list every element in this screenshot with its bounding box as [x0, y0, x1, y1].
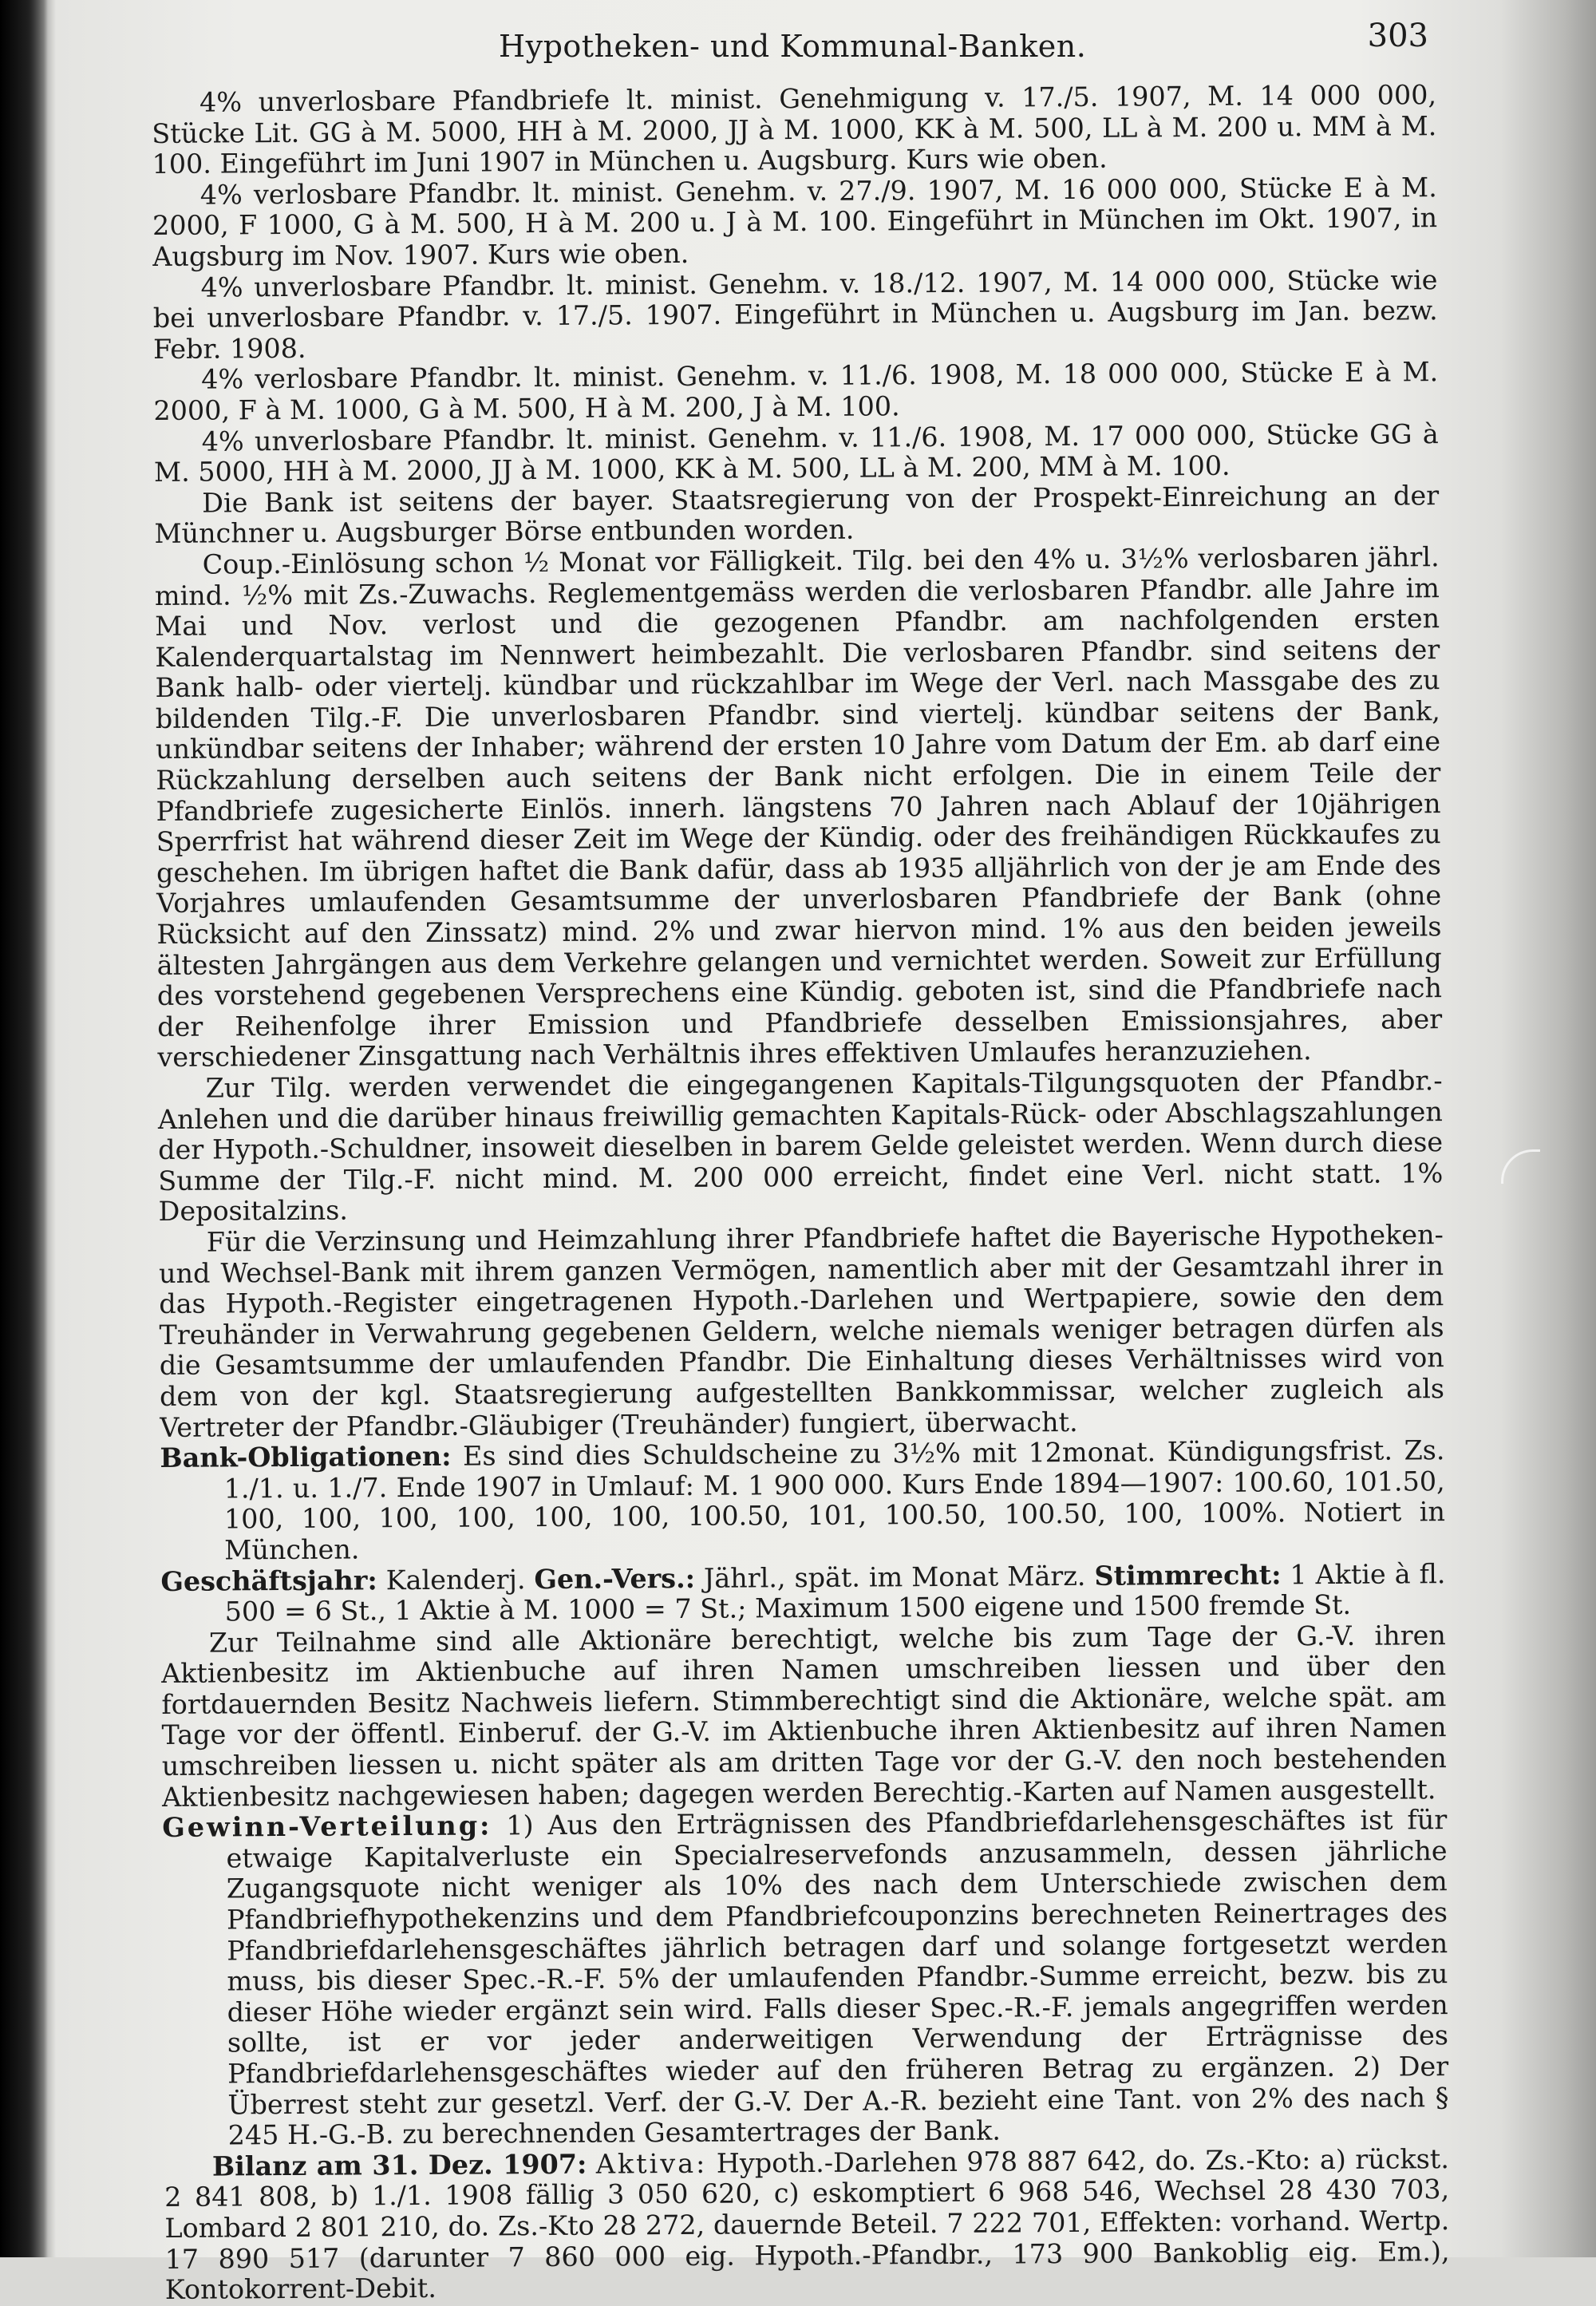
section-heading-bank-obligationen: Bank-Obligationen:	[160, 1440, 452, 1474]
section-gewinn-verteilung	[162, 1805, 1449, 2151]
paragraph-teilnahme: Zur Teilnahme sind alle Aktionäre berechtigt, welche bis zum Tage der G.-V. ihren Aktienbesitz im Aktienbuche auf ihren Namen umschreiben liessen und über den fortdauernden Besitz Nachweis liefern. Stimmberechtigt sind die Aktionäre, welche spät. am Tage vor der öffentl. Einberuf. der G.-V. im Aktienbuche ihren Aktienbesitz auf ihren Namen umschreiben liessen u. nicht später als am dritten Tage vor der G.-V. den noch bestehenden Aktienbesitz nachgewiesen haben; dagegen werden Berechtig.-Karten auf Namen ausgestellt.	[161, 1619, 1447, 1813]
running-head: Hypotheken- und Kommunal-Banken.	[499, 29, 1087, 64]
section-bank-obligationen	[160, 1435, 1445, 1566]
section-text-bilanz: Hypoth.-Darlehen 978 887 642, do. Zs.-Kto: a) rückst. 2 841 808, b) 1./1. 1908 fällig 3 050 620, c) eskomptiert 6 968 546, Wechsel 28 430 703, Lombard 2 801 210, do. Zs.-Kto 28 272, dauernde Beteil. 7 222 701, Effekten: vorhand. Wertp. 17 890 517 (darunter 7 860 000 eig. Hypoth.-Pfandbr., 173 900 Bankoblig eig. Em.), Kontokorrent-Debit.	[164, 2142, 1450, 2306]
paper-fold-mark	[1501, 1149, 1540, 1184]
section-text-gen-vers: Jährl., spät. im Monat März.	[694, 1560, 1095, 1594]
section-heading-gewinn-verteilung: Gewinn-Verteilung:	[162, 1810, 492, 1844]
page-body	[152, 80, 1450, 2306]
section-text-gewinn-verteilung: 1) Aus den Erträgnissen des Pfandbriefdarlehensgeschäftes ist für etwaige Kapitalverluste ein Specialreservefonds anzusammeln, dessen jährliche Zugangsquote nicht weniger als 10% des nach dem Unterschiede zwischen dem Pfandbriefhypothekenzins und dem Pfandbriefcouponzins berechneten Reinertrages des Pfandbriefdarlehensgeschäftes jährlich betragen darf und solange fortgesetzt werden muss, bis dieser Spec.-R.-F. 5% der umlaufenden Pfandbr.-Summe erreicht, bezw. bis zu dieser Höhe wieder ergänzt sein wird. Falls dieser Spec.-R.-F. jemals angegriffen werden sollte, ist er vor jeder anderweitigen Verwendung der Erträgnisse des Pfandbriefdarlehensgeschäftes wieder auf den früheren Betrag zu ergänzen. 2) Der Überrest steht zur gesetzl. Verf. der G.-V. Der A.-R. bezieht eine Tant. von 2% des nach § 245 H.-G.-B. zu berechnenden Gesamtertrages der Bank.	[226, 1804, 1449, 2151]
section-heading-stimmrecht: Stimmrecht:	[1094, 1558, 1282, 1592]
paragraph-pfandbriefe-5: 4% unverlosbare Pfandbr. lt. minist. Genehm. v. 11./6. 1908, M. 17 000 000, Stücke GG à M. 5000, HH à M. 2000, JJ à M. 1000, KK à M. 500, LL à M. 200, MM à M. 100.	[153, 417, 1439, 488]
page-header	[184, 18, 1428, 65]
section-text-geschaeftsjahr: Kalenderj.	[377, 1563, 535, 1596]
section-text-bank-obligationen: Es sind dies Schuldscheine zu 3½% mit 12monat. Kündigungsfrist. Zs. 1./1. u. 1./7. Ende 1907 in Umlauf: M. 1 900 000. Kurs Ende 1894—1907: 100.60, 101.50, 100, 100, 100, 100, 100, 100, 100.50, 101, 100.50, 100.50, 100, 100%. Notiert in München.	[223, 1434, 1446, 1566]
section-heading-bilanz: Bilanz am 31. Dez. 1907:	[211, 2148, 587, 2182]
paragraph-pfandbriefe-1: 4% unverlosbare Pfandbriefe lt. minist. Genehmigung v. 17./5. 1907, M. 14 000 000, Stücke Lit. GG à M. 5000, HH à M. 2000, JJ à M. 1000, KK à M. 500, LL à M. 200 u. MM à M. 100. Eingeführt im Juni 1907 in München u. Augsburg. Kurs wie oben.	[152, 79, 1437, 180]
paragraph-pfandbriefe-4: 4% verlosbare Pfandbr. lt. minist. Genehm. v. 11./6. 1908, M. 18 000 000, Stücke E à M. 2000, F à M. 1000, G à M. 500, H à M. 200, J à M. 100.	[153, 356, 1439, 426]
paragraph-haftung: Für die Verzinsung und Heimzahlung ihrer Pfandbriefe haftet die Bayerische Hypotheken- und Wechsel-Bank mit ihrem ganzen Vermögen, namentlich aber mit der Gesamtzahl ihrer in das Hypoth.-Register eingetragenen Hypoth.-Darlehen und Wertpapiere, sowie den dem Treuhänder in Verwahrung gegebenen Geldern, welche niemals weniger betragen dürfen als die Gesamtsumme der umlaufenden Pfandbr. Die Einhaltung dieses Verhältnisses wird von dem von der kgl. Staatsregierung aufgestellten Bankkommissar, welcher zugleich als Vertreter der Pfandbr.-Gläubiger (Treuhänder) fungiert, überwacht.	[158, 1219, 1445, 1443]
section-heading-gen-vers: Gen.-Vers.:	[534, 1562, 696, 1595]
page-number: 303	[1367, 18, 1428, 54]
paragraph-tilgung: Zur Tilg. werden verwendet die eingegangenen Kapitals-Tilgungsquoten der Pfandbr.-Anlehen und die darüber hinaus freiwillig gemachten Kapitals-Rück- oder Abschlagszahlungen der Hypoth.-Schuldner, insoweit dieselben in barem Gelde geleistet werden. Wenn durch diese Summe der Tilg.-F. nicht mind. M. 200 000 erreicht, findet eine Verl. nicht statt. 1% Depositalzins.	[157, 1065, 1444, 1228]
section-text-stimmrecht: 1 Aktie à fl. 500 = 6 St., 1 Aktie à M. 1000 = 7 St.; Maximum 1500 eigene und 1500 fremde St.	[224, 1557, 1446, 1628]
paragraph-coupon-einloesung: Coup.-Einlösung schon ½ Monat vor Fälligkeit. Tilg. bei den 4% u. 3½% verlosbaren jährl. mind. ½% mit Zs.-Zuwachs. Reglementgemäss werden die verlosbaren Pfandbr. alle Jahre im Mai und Nov. verlost und die gezogenen Pfandbr. am nachfolgenden ersten Kalenderquartalstag im Nennwert heimbezahlt. Die verlosbaren Pfandbr. sind seitens der Bank halb- oder viertelj. kündbar und rückzahlbar im Wege der Verl. nach Massgabe des zu bildenden Tilg.-F. Die unverlosbaren Pfandbr. sind viertelj. kündbar seitens der Bank, unkündbar seitens der Inhaber; während der ersten 10 Jahre vom Datum der Em. ab darf eine Rückzahlung derselben auch seitens der Bank nicht erfolgen. Die in einem Teile der Pfandbriefe zugesicherte Einlös. innerh. längstens 70 Jahren nach Ablauf der 10jährigen Sperrfrist hat während dieser Zeit im Wege der Kündig. oder des freihändigen Rückkaufes zu geschehen. Im übrigen haftet die Bank dafür, dass ab 1935 alljährlich von der je am Ende des Vorjahres umlaufenden Gesamtsumme der unverlosbaren Pfandbriefe der Bank (ohne Rücksicht auf den Zinssatz) mind. 2% und zwar hiervon mind. 1% aus den beiden jeweils ältesten Jahrgängen aus dem Verkehre gelangen und vernichtet werden. Soweit zur Erfüllung des vorstehend gegebenen Versprechens eine Kündig. geboten ist, sind die Pfandbriefe nach der Reihenfolge ihrer Emission und Pfandbriefe desselben Emissionsjahres, aber verschiedener Zinsgattung nach Verhältnis ihres effektiven Umlaufes heranzuziehen.	[154, 541, 1443, 1074]
paragraph-prospekt: Die Bank ist seitens der bayer. Staatsregierung von der Prospekt-Einreichung an der Münchner u. Augsburger Börse entbunden worden.	[154, 479, 1440, 550]
section-bilanz	[164, 2144, 1450, 2306]
paragraph-pfandbriefe-2: 4% verlosbare Pfandbr. lt. minist. Genehm. v. 27./9. 1907, M. 16 000 000, Stücke E à M. 2000, F 1000, G à M. 500, H à M. 200 u. J à M. 100. Eingeführt in München im Okt. 1907, in Augsburg im Nov. 1907. Kurs wie oben.	[152, 171, 1438, 272]
book-gutter-shadow	[0, 0, 48, 2257]
section-geschaeftsjahr	[160, 1559, 1445, 1628]
bilanz-aktiva-label: Aktiva:	[595, 2147, 708, 2180]
paragraph-pfandbriefe-3: 4% unverlosbare Pfandbr. lt. minist. Genehm. v. 18./12. 1907, M. 14 000 000, Stücke wie bei unverlosbare Pfandbr. v. 17./5. 1907. Eingeführt in München u. Augsburg im Jan. bezw. Febr. 1908.	[152, 263, 1438, 365]
section-heading-geschaeftsjahr: Geschäftsjahr:	[160, 1564, 377, 1597]
